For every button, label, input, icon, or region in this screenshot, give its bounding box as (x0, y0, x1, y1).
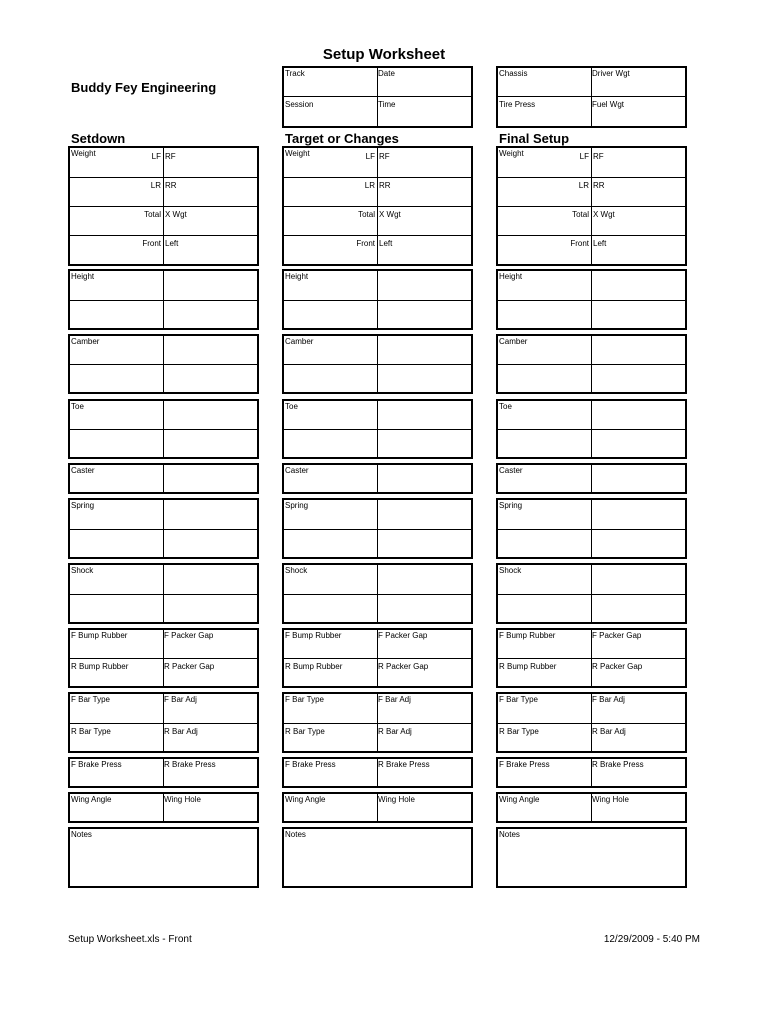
weight-left-label: Total (144, 210, 161, 219)
spring-label: Spring (71, 501, 95, 510)
final-camber-box[interactable] (496, 334, 687, 394)
sway-bar-label: F Bar Type (285, 695, 324, 704)
target-notes-box[interactable] (282, 827, 473, 888)
notes-label: Notes (499, 830, 520, 839)
company-name: Buddy Fey Engineering (71, 80, 217, 95)
shock-label: Shock (71, 566, 94, 575)
setdown-spring-box[interactable] (68, 498, 259, 559)
weight-left-label: Front (142, 239, 161, 248)
divider (70, 723, 257, 724)
final-sway-bar-box[interactable] (496, 692, 687, 753)
toe-label: Toe (285, 402, 298, 411)
bump-rubber-label: R Packer Gap (164, 662, 215, 671)
weight-right-label: Left (593, 239, 607, 248)
weight-right-label: X Wgt (165, 210, 187, 219)
vehicle-info-label: Fuel Wgt (592, 100, 625, 109)
divider (498, 206, 685, 207)
weight-label: Weight (499, 149, 524, 158)
setdown-notes-box[interactable] (68, 827, 259, 888)
final-height-box[interactable] (496, 269, 687, 330)
vehicle-info-label: Tire Press (499, 100, 536, 109)
weight-label: Weight (285, 149, 310, 158)
setdown-camber-box[interactable] (68, 334, 259, 394)
final-toe-box[interactable] (496, 399, 687, 459)
setdown-shock-box[interactable] (68, 563, 259, 624)
target-wing-box[interactable] (282, 792, 473, 823)
shock-label: Shock (499, 566, 522, 575)
divider (284, 96, 471, 97)
notes-label: Notes (285, 830, 306, 839)
sway-bar-label: F Bar Adj (164, 695, 197, 704)
divider (284, 177, 471, 178)
divider (284, 429, 471, 430)
weight-left-label: Front (356, 239, 375, 248)
footer-timestamp: 12/29/2009 - 5:40 PM (603, 934, 700, 945)
vehicle-info-label: Chassis (499, 69, 528, 78)
target-camber-box[interactable] (282, 334, 473, 394)
divider (498, 723, 685, 724)
bump-rubber-label: R Packer Gap (378, 662, 429, 671)
session-info-box (282, 66, 473, 128)
weight-right-label: Left (379, 239, 393, 248)
brake-press-label: F Brake Press (71, 760, 122, 769)
spring-label: Spring (499, 501, 523, 510)
weight-left-label: Front (570, 239, 589, 248)
target-weight-box[interactable] (282, 146, 473, 266)
target-sway-bar-box[interactable] (282, 692, 473, 753)
target-shock-box[interactable] (282, 563, 473, 624)
spring-label: Spring (285, 501, 309, 510)
shock-label: Shock (285, 566, 308, 575)
weight-right-label: RF (165, 152, 176, 161)
session-info-label: Session (285, 100, 314, 109)
weight-label: Weight (71, 149, 96, 158)
sway-bar-label: R Bar Adj (164, 727, 198, 736)
sway-bar-label: R Bar Adj (378, 727, 412, 736)
bump-rubber-label: F Bump Rubber (71, 631, 128, 640)
weight-right-label: X Wgt (379, 210, 401, 219)
camber-label: Camber (285, 337, 314, 346)
brake-press-label: F Brake Press (499, 760, 550, 769)
weight-left-label: LR (578, 181, 589, 190)
weight-right-label: RR (593, 181, 605, 190)
column-heading-target: Target or Changes (285, 131, 399, 146)
final-spring-box[interactable] (496, 498, 687, 559)
setdown-toe-box[interactable] (68, 399, 259, 459)
bump-rubber-label: F Packer Gap (592, 631, 642, 640)
target-height-box[interactable] (282, 269, 473, 330)
session-info-label: Date (378, 69, 395, 78)
divider (284, 364, 471, 365)
caster-label: Caster (499, 466, 523, 475)
divider (70, 364, 257, 365)
wing-label: Wing Hole (592, 795, 629, 804)
setdown-wing-box[interactable] (68, 792, 259, 823)
final-notes-box[interactable] (496, 827, 687, 888)
divider (498, 594, 685, 595)
divider (498, 177, 685, 178)
divider (70, 529, 257, 530)
brake-press-label: F Brake Press (285, 760, 336, 769)
brake-press-label: R Brake Press (164, 760, 216, 769)
divider (498, 96, 685, 97)
divider (284, 723, 471, 724)
vehicle-info-label: Driver Wgt (592, 69, 630, 78)
notes-label: Notes (71, 830, 92, 839)
divider (498, 364, 685, 365)
divider (70, 235, 257, 236)
session-info-label: Track (285, 69, 305, 78)
final-bump-rubber-box[interactable] (496, 628, 687, 688)
weight-left-label: Total (358, 210, 375, 219)
setdown-sway-bar-box[interactable] (68, 692, 259, 753)
sway-bar-label: R Bar Type (499, 727, 539, 736)
divider (70, 177, 257, 178)
weight-left-label: LF (579, 152, 589, 161)
height-label: Height (499, 272, 523, 281)
camber-label: Camber (71, 337, 100, 346)
weight-right-label: Left (165, 239, 179, 248)
divider (284, 658, 471, 659)
weight-left-label: LF (365, 152, 375, 161)
caster-label: Caster (71, 466, 95, 475)
divider (498, 235, 685, 236)
sway-bar-label: R Bar Adj (592, 727, 626, 736)
bump-rubber-label: F Packer Gap (164, 631, 214, 640)
sway-bar-label: R Bar Type (285, 727, 325, 736)
weight-left-label: LF (151, 152, 161, 161)
wing-label: Wing Angle (499, 795, 540, 804)
wing-label: Wing Hole (378, 795, 415, 804)
target-spring-box[interactable] (282, 498, 473, 559)
toe-label: Toe (71, 402, 84, 411)
divider (498, 300, 685, 301)
divider (70, 658, 257, 659)
vehicle-info-box (496, 66, 687, 128)
sway-bar-label: F Bar Adj (592, 695, 625, 704)
sway-bar-label: F Bar Type (499, 695, 538, 704)
divider (498, 529, 685, 530)
toe-label: Toe (499, 402, 512, 411)
brake-press-label: R Brake Press (378, 760, 430, 769)
bump-rubber-label: F Packer Gap (378, 631, 428, 640)
final-wing-box[interactable] (496, 792, 687, 823)
bump-rubber-label: F Bump Rubber (285, 631, 342, 640)
divider (70, 300, 257, 301)
target-brake-press-box[interactable] (282, 757, 473, 788)
divider (498, 429, 685, 430)
target-caster-box[interactable] (282, 463, 473, 494)
setdown-height-box[interactable] (68, 269, 259, 330)
divider (284, 529, 471, 530)
final-weight-box[interactable] (496, 146, 687, 266)
wing-label: Wing Angle (71, 795, 112, 804)
sway-bar-label: F Bar Type (71, 695, 110, 704)
divider (377, 465, 378, 492)
camber-label: Camber (499, 337, 528, 346)
divider (70, 594, 257, 595)
brake-press-label: R Brake Press (592, 760, 644, 769)
bump-rubber-label: R Bump Rubber (285, 662, 343, 671)
divider (498, 658, 685, 659)
weight-right-label: RF (379, 152, 390, 161)
weight-right-label: X Wgt (593, 210, 615, 219)
footer-filename: Setup Worksheet.xls - Front (68, 934, 192, 945)
weight-right-label: RF (593, 152, 604, 161)
sway-bar-label: F Bar Adj (378, 695, 411, 704)
divider (284, 594, 471, 595)
weight-right-label: RR (165, 181, 177, 190)
divider (284, 235, 471, 236)
target-bump-rubber-box[interactable] (282, 628, 473, 688)
session-info-label: Time (378, 100, 396, 109)
wing-label: Wing Hole (164, 795, 201, 804)
bump-rubber-label: R Bump Rubber (499, 662, 557, 671)
wing-label: Wing Angle (285, 795, 326, 804)
divider (284, 206, 471, 207)
bump-rubber-label: R Packer Gap (592, 662, 643, 671)
divider (591, 465, 592, 492)
divider (163, 465, 164, 492)
setdown-caster-box[interactable] (68, 463, 259, 494)
setdown-weight-box[interactable] (68, 146, 259, 266)
setdown-bump-rubber-box[interactable] (68, 628, 259, 688)
weight-left-label: LR (364, 181, 375, 190)
bump-rubber-label: R Bump Rubber (71, 662, 129, 671)
caster-label: Caster (285, 466, 309, 475)
column-heading-final: Final Setup (499, 131, 570, 146)
setdown-brake-press-box[interactable] (68, 757, 259, 788)
final-brake-press-box[interactable] (496, 757, 687, 788)
weight-left-label: LR (150, 181, 161, 190)
height-label: Height (285, 272, 309, 281)
final-caster-box[interactable] (496, 463, 687, 494)
page-title: Setup Worksheet (322, 46, 446, 63)
bump-rubber-label: F Bump Rubber (499, 631, 556, 640)
final-shock-box[interactable] (496, 563, 687, 624)
weight-left-label: Total (572, 210, 589, 219)
divider (284, 300, 471, 301)
divider (70, 429, 257, 430)
divider (70, 206, 257, 207)
sway-bar-label: R Bar Type (71, 727, 111, 736)
target-toe-box[interactable] (282, 399, 473, 459)
column-heading-setdown: Setdown (71, 131, 126, 146)
weight-right-label: RR (379, 181, 391, 190)
height-label: Height (71, 272, 95, 281)
